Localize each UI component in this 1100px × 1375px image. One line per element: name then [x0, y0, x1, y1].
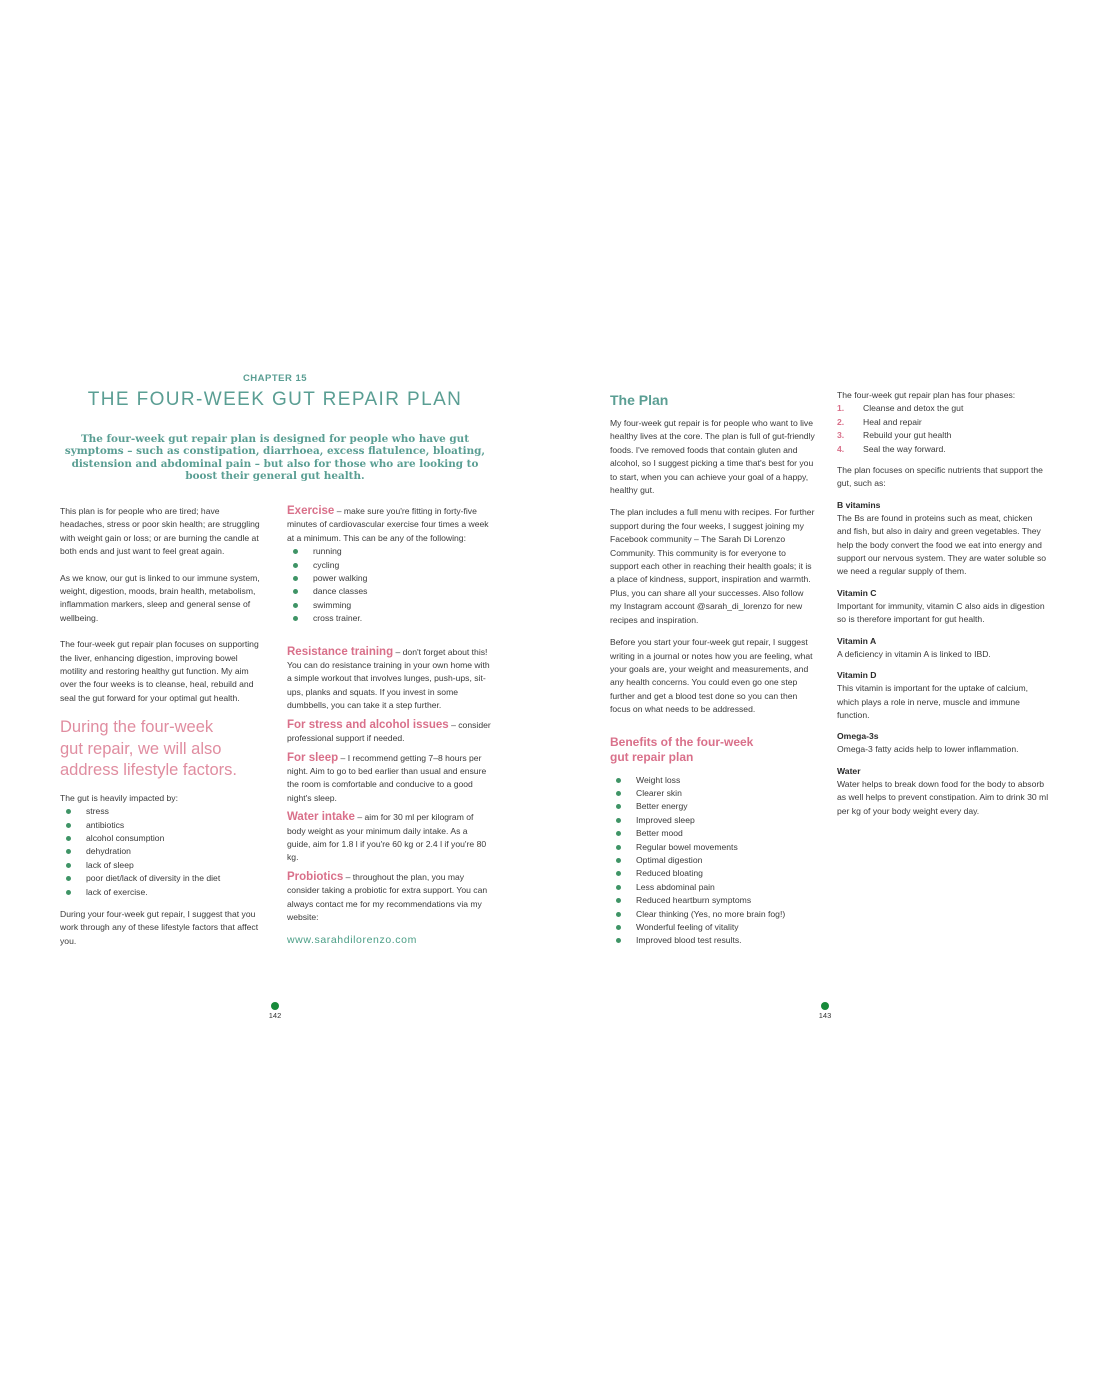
probiotics-heading: Probiotics: [287, 870, 344, 883]
phase-text: Rebuild your gut health: [863, 430, 952, 441]
list-item: cycling: [287, 559, 492, 572]
exercise-paragraph: [287, 505, 492, 545]
body-paragraph: As we know, our gut is linked to our immune system, weight, digestion, moods, brain health, metabolism, inflammation markers, sleep and general sense of wellbeing.: [60, 572, 260, 623]
list-item: Weight loss: [610, 774, 815, 787]
list-item: Reduced heartburn symptoms: [610, 894, 815, 907]
phase-number: 4.: [837, 443, 845, 454]
list-item: cross trainer.: [287, 612, 492, 625]
water-heading: Water intake: [287, 811, 355, 824]
list-item: Better mood: [610, 827, 815, 840]
nutrient-heading: Water: [837, 765, 861, 776]
nutrient-text: A deficiency in vitamin A is linked to IBD.: [837, 648, 991, 659]
list-item: alcohol consumption: [60, 832, 265, 845]
list-item: Improved sleep: [610, 814, 815, 827]
phase-number: 2.: [837, 416, 845, 427]
benefits-heading: Benefits of the four-week gut repair plan: [610, 734, 754, 764]
list-item: Clearer skin: [610, 787, 815, 800]
nutrient-text: The Bs are found in proteins such as meat, chicken and fish, but also in dairy and green vegetables. They help the body convert the food we eat into energy and support our nervous system. They are water soluble so we need a regular supply of them.: [837, 512, 1047, 577]
sleep-paragraph: [287, 752, 492, 806]
nutrient-text: Important for immunity, vitamin C also aids in digestion so is therefore important for gut health.: [837, 600, 1045, 625]
right-column-1: [610, 392, 815, 948]
list-item: lack of exercise.: [60, 886, 265, 899]
impact-intro: The gut is heavily impacted by:: [60, 792, 178, 803]
list-item: dehydration: [60, 845, 265, 858]
nutrient-heading: Vitamin D: [837, 670, 877, 681]
page-number: 142: [268, 1011, 282, 1020]
page-number: 143: [818, 1011, 832, 1020]
water-paragraph: [287, 811, 492, 865]
intro-paragraph: The four-week gut repair plan is designed for people who have gut symptoms – such as constipation, diarrhoea, excess flatulence, bloating, distension and abdominal pain – but also for those who are looking to boost their general gut health.: [64, 433, 486, 483]
page-title: THE FOUR-WEEK GUT REPAIR PLAN: [87, 389, 463, 410]
water-text: – aim for 30 ml per kilogram of body weight as your minimum daily intake. As a guide, aim for 1.8 l if you're 60 kg or 2.4 l if you're 80 kg.: [287, 812, 487, 863]
right-column-2: [837, 389, 1049, 818]
sleep-text: – I recommend getting 7–8 hours per night. Aim to go to bed earlier than usual and ensure the room is comfortable and conducive to a good night's sleep.: [287, 752, 487, 803]
impact-list: [60, 805, 265, 899]
list-item: Better energy: [610, 800, 815, 813]
nutrient-heading: Vitamin C: [837, 587, 877, 598]
phase-number: 3.: [837, 430, 845, 441]
left-column-2: [287, 505, 492, 946]
body-paragraph: The four-week gut repair plan focuses on supporting the liver, enhancing digestion, improving bowel motility and restoring healthy gut function. My aim over the four weeks is to cleanse, heal, rebuild and seal the gut forward for your optimal gut health.: [60, 639, 259, 703]
nutrient-heading: Vitamin A: [837, 635, 877, 646]
list-item: power walking: [287, 572, 492, 585]
list-item: running: [287, 545, 492, 558]
list-item: Less abdominal pain: [610, 881, 815, 894]
stress-text: – consider professional support if needed.: [287, 719, 491, 744]
probiotics-text: – throughout the plan, you may consider taking a probiotic for extra support. You can always contact me for my recommendations via my website:: [287, 871, 488, 922]
list-item: dance classes: [287, 585, 492, 598]
list-item: Improved blood test results.: [610, 934, 815, 947]
phases-list: [837, 402, 1049, 456]
page-marker-icon: [821, 1002, 829, 1010]
phase-item: [837, 429, 1049, 442]
list-item: Optimal digestion: [610, 854, 815, 867]
body-paragraph: The plan includes a full menu with recipes. For further support during the four weeks, I suggest joining my Facebook community – The Sarah Di Lorenzo Community. This community is for everyone to support each other in reaching their health goals; it is a place of kindness, support, inspiration and warmth. Plus, you can share all your successes. Also follow my Instagram account @sarah_di_lorenzo for new recipes and inspiration.: [610, 507, 815, 625]
list-item: Reduced bloating: [610, 867, 815, 880]
resistance-heading: Resistance training: [287, 645, 394, 658]
body-paragraph: Before you start your four-week gut repair, I suggest writing in a journal or notes how you are feeling, what your goals are, your weight and measurements, and any health concerns. You could even go one step further and get a blood test done so you can then focus on what needs to be addressed.: [610, 637, 813, 715]
website-link[interactable]: www.sarahdilorenzo.com: [287, 934, 417, 947]
phase-text: Seal the way forward.: [863, 443, 946, 454]
list-item: Wonderful feeling of vitality: [610, 921, 815, 934]
page-marker-icon: [271, 1002, 279, 1010]
phases-intro: The four-week gut repair plan has four phases:: [837, 390, 1016, 400]
resistance-paragraph: [287, 646, 492, 713]
phase-item: [837, 443, 1049, 456]
stress-paragraph: [287, 719, 492, 746]
nutrient-text: This vitamin is important for the uptake of calcium, which plays a role in nerve, muscle and immune function.: [837, 683, 1029, 720]
stress-heading: For stress and alcohol issues: [287, 718, 449, 731]
resistance-text: – don't forget about this! You can do resistance training in your own home with a simple workout that involves lunges, push-ups, sit-ups, planks and squats. If you invest in some dumbbells, you can take it a step further.: [287, 646, 490, 711]
list-item: lack of sleep: [60, 859, 265, 872]
nutrient-heading: Omega-3s: [837, 731, 879, 742]
phase-item: [837, 402, 1049, 415]
phase-number: 1.: [837, 403, 845, 414]
nutrient-text: Water helps to break down food for the body to absorb as well helps to prevent constipation. Aim to drink 30 ml per kg of your body weight every day.: [837, 778, 1049, 816]
pull-quote: During the four-week gut repair, we will also address lifestyle factors.: [60, 718, 237, 780]
nutrients-intro: The plan focuses on specific nutrients that support the gut, such as:: [837, 465, 1043, 489]
exercise-text: – make sure you're fitting in forty-five minutes of cardiovascular exercise four times a week at a minimum. This can be any of the following:: [287, 506, 489, 543]
phase-text: Cleanse and detox the gut: [863, 403, 964, 414]
chapter-label: CHAPTER 15: [242, 373, 308, 384]
phase-item: [837, 416, 1049, 429]
list-item: Regular bowel movements: [610, 841, 815, 854]
left-column-1: [60, 505, 265, 948]
list-item: antibiotics: [60, 819, 265, 832]
nutrient-heading: B vitamins: [837, 499, 881, 510]
plan-heading: The Plan: [610, 392, 669, 408]
body-paragraph: My four-week gut repair is for people who want to live healthy lives at the core. The plan is full of gut-friendly foods. I've removed foods that contain gluten and alcohol, so I suggest picking a time that's best for you to start, when you can achieve your goal of a happy, healthy gut.: [610, 418, 815, 496]
sleep-heading: For sleep: [287, 751, 339, 764]
list-item: stress: [60, 805, 265, 818]
body-paragraph: During your four-week gut repair, I suggest that you work through any of these lifestyle factors that affect you.: [60, 909, 259, 946]
exercise-list: [287, 545, 492, 625]
phase-text: Heal and repair: [863, 416, 922, 427]
exercise-heading: Exercise: [287, 505, 335, 517]
nutrient-text: Omega-3 fatty acids help to lower inflammation.: [837, 744, 1019, 755]
body-paragraph: This plan is for people who are tired; have headaches, stress or poor skin health; are struggling with weight gain or loss; or are burning the candle at both ends and just want to feel great again.: [60, 506, 260, 557]
list-item: poor diet/lack of diversity in the diet: [60, 872, 265, 885]
benefits-list: [610, 774, 815, 948]
list-item: Clear thinking (Yes, no more brain fog!): [610, 908, 815, 921]
probiotics-paragraph: [287, 871, 492, 925]
list-item: swimming: [287, 599, 492, 612]
